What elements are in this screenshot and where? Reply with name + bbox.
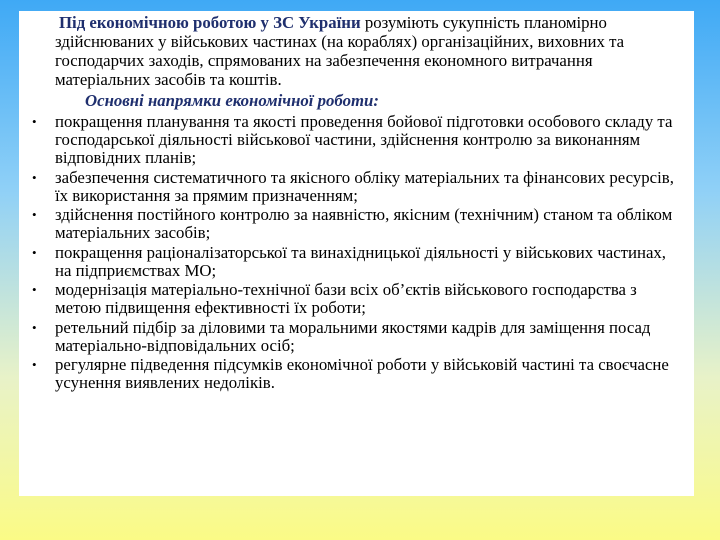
- list-item-text: покращення планування та якості проведення бойової підготовки особового складу та господарської діяльності військової частини, здійснення контролю за виконанням відповідних планів;: [55, 112, 673, 167]
- bullet-icon: •: [32, 357, 37, 372]
- list-item-text: здійснення постійного контролю за наявністю, якісним (технічним) станом та обліком матеріальних засобів;: [55, 205, 673, 242]
- list-item: [25, 244, 686, 280]
- list-item-text: модернізація матеріально-технічної бази всіх об’єктів військового господарства з метою підвищення ефективності їх роботи;: [55, 280, 637, 317]
- slide-content: [19, 11, 694, 496]
- list-item: [25, 113, 686, 167]
- list-item: [25, 169, 686, 205]
- bullet-icon: •: [32, 207, 37, 222]
- bullet-icon: •: [32, 114, 37, 129]
- list-item-text: регулярне підведення підсумків економічної роботи у військовій частині та своєчасне усунення виявлених недоліків.: [55, 355, 669, 392]
- list-item: [25, 356, 686, 392]
- intro-bold-term: Під економічною роботою у ЗС України: [59, 13, 361, 32]
- list-item: [25, 319, 686, 355]
- bullet-icon: •: [32, 282, 37, 297]
- intro-definition-text: розуміють сукупність планомірно здійснюваних у військових частинах (на кораблях) організаційних, виховних та господарчих заходів, спрямованих на забезпечення економного витрачання матеріальних засобів та коштів.: [55, 13, 625, 89]
- list-item: [25, 281, 686, 317]
- bullet-icon: •: [32, 169, 37, 185]
- intro-paragraph: [25, 13, 686, 89]
- list-item-text: покращення раціоналізаторської та винахідницької діяльності у військових частинах, на підприємствах МО;: [55, 242, 667, 280]
- list-item-text: забезпечення систематичного та якісного обліку матеріальних та фінансових ресурсів, їх використання за прямим призначенням;: [55, 167, 674, 205]
- bullet-icon: •: [32, 319, 37, 335]
- bullet-icon: •: [32, 244, 37, 260]
- list-item-text: ретельний підбір за діловими та моральними якостями кадрів для заміщення посад матеріально-відповідальних осіб;: [55, 317, 651, 355]
- list-item: [25, 206, 686, 242]
- section-subheading: Основні напрямки економічної роботи:: [85, 91, 379, 110]
- directions-list: [25, 113, 686, 392]
